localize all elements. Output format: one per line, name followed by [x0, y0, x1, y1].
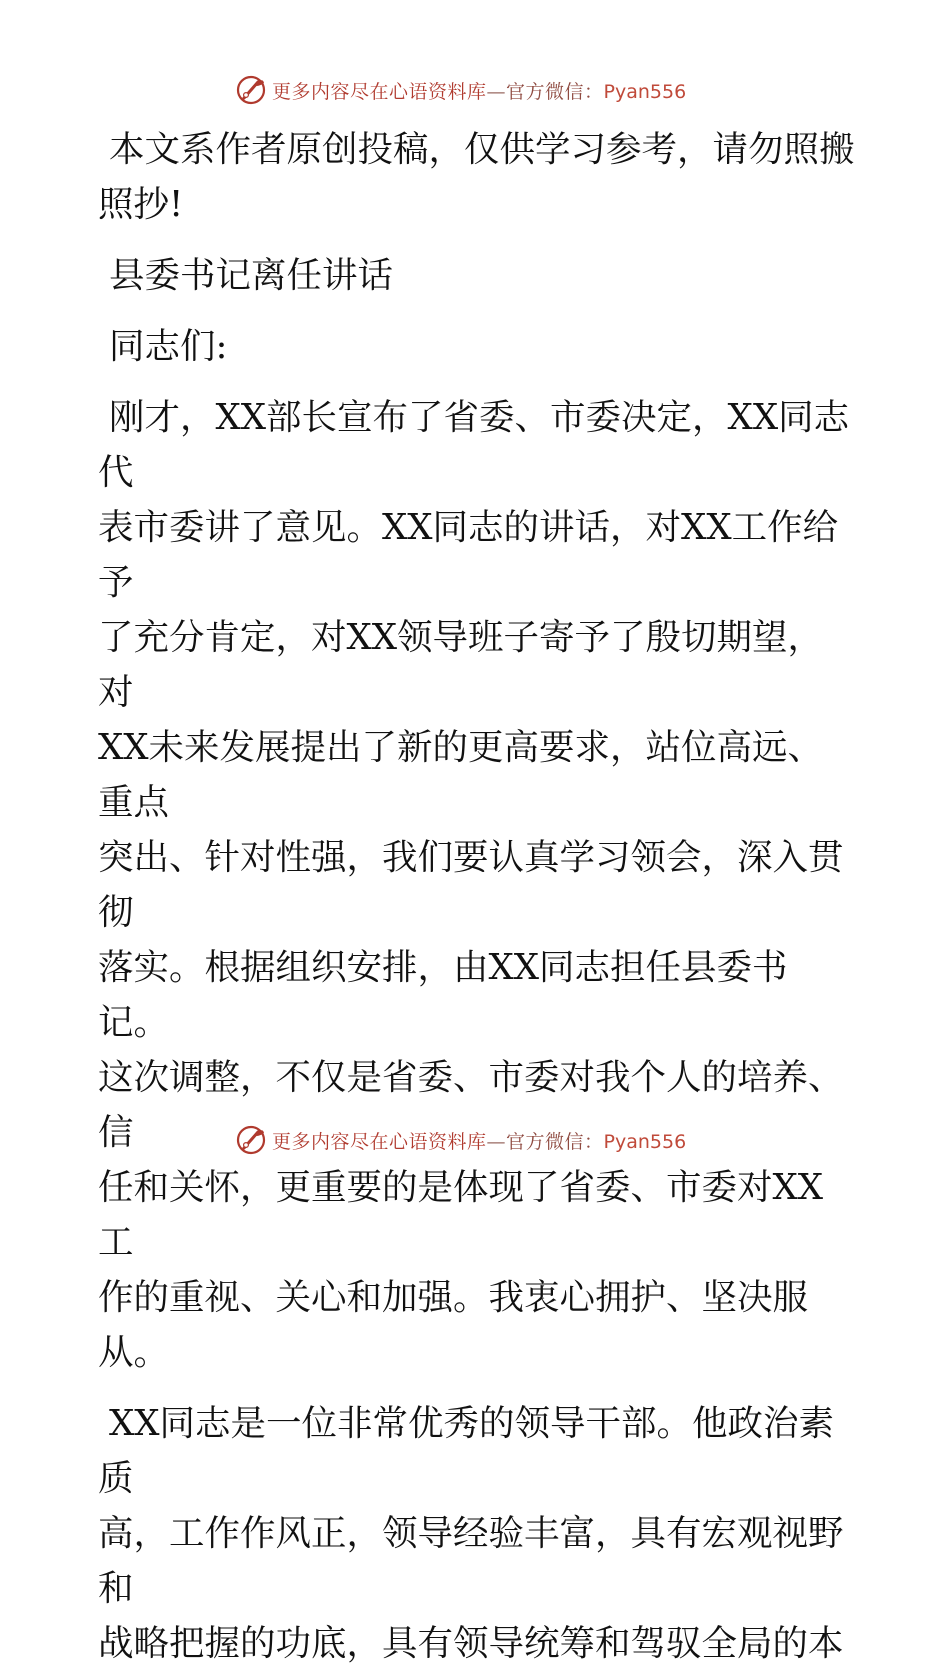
body-paragraph: XX同志是一位非常优秀的领导干部。他政治素质 高，工作作风正，领导经验丰富，具有宏观视野和 战略把握的功底，具有领导统筹和驾驭全局的本	[98, 1403, 844, 1664]
watermark-wechat-label: 官方微信：	[506, 80, 604, 103]
watermark-wechat-id: Pyan556	[603, 80, 687, 103]
document-body	[98, 122, 858, 1671]
header-watermark	[234, 71, 686, 109]
watermark-wechat-id: Pyan556	[603, 1130, 687, 1153]
document-title: 县委书记离任讲话	[109, 255, 394, 296]
watermark-site-text: 更多内容尽在心语资料库	[272, 80, 487, 103]
watermark-dash: —	[486, 80, 507, 103]
watermark-wechat-label: 官方微信：	[506, 1130, 604, 1153]
watermark-text	[272, 77, 686, 104]
watermark-text	[272, 1127, 686, 1154]
watermark-site-text: 更多内容尽在心语资料库	[272, 1130, 487, 1153]
body-paragraph: 刚才，XX部长宣布了省委、市委决定，XX同志代 表市委讲了意见。XX同志的讲话，对XX工作给予 了充分肯定，对XX领导班子寄予了殷切期望，对 XX未来发展提出了新的更高要求，站位高远、重点 突出、针对性强，我们要认真学习领会，深入贯彻 落实。根据组织安排，由XX同志担任县委书记。 这次调整，不仅是省委、市委对我个人的培养、信 任和关怀，更重要的是体现了省委、市委对XX工 作的重视、关心和加强。我衷心拥护、坚决服从。	[98, 397, 850, 1373]
salutation: 同志们:	[109, 326, 228, 367]
quill-pen-logo-icon	[234, 73, 268, 107]
disclaimer-paragraph: 本文系作者原创投稿，仅供学习参考，请勿照搬 照抄!	[98, 129, 855, 225]
quill-pen-logo-icon	[234, 1123, 268, 1157]
footer-watermark	[234, 1121, 686, 1159]
watermark-dash: —	[486, 1130, 507, 1153]
